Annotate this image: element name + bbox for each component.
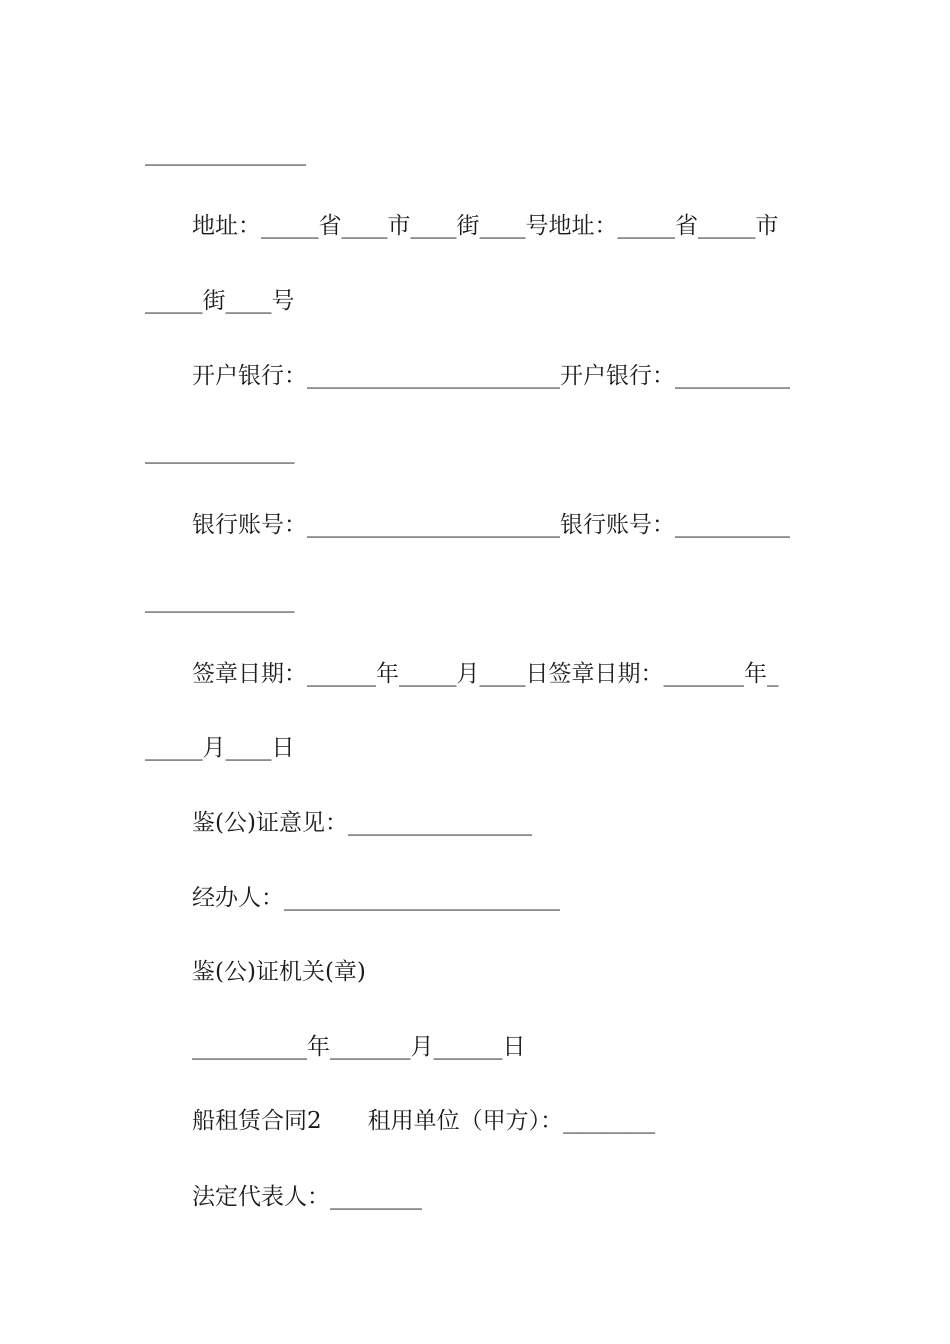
- bank-line-continued: _____________: [145, 438, 295, 464]
- signature-line-top: ______________: [145, 140, 306, 166]
- notary-opinion-line: 鉴(公)证意见：________________: [192, 810, 532, 836]
- notary-office-line: 鉴(公)证机关(章): [192, 959, 366, 985]
- address-line-continued: _____街____号: [145, 288, 295, 314]
- handler-line: 经办人：________________________: [192, 885, 560, 911]
- bank-line: 开户银行：______________________开户银行：__________: [192, 363, 790, 389]
- contract-title-line: 船租赁合同2 租用单位（甲方）：________: [192, 1108, 656, 1134]
- legal-rep-line: 法定代表人：________: [192, 1184, 422, 1210]
- account-line: 银行账号：______________________银行账号：__________: [192, 512, 790, 538]
- seal-date-line: 签章日期：______年_____月____日签章日期：_______年_: [192, 661, 779, 687]
- seal-date-line-continued: _____月____日: [145, 735, 295, 761]
- notary-date-line: __________年_______月______日: [192, 1034, 526, 1060]
- account-line-continued: _____________: [145, 587, 295, 613]
- address-line: 地址：_____省____市____街____号地址：_____省_____市: [192, 213, 779, 239]
